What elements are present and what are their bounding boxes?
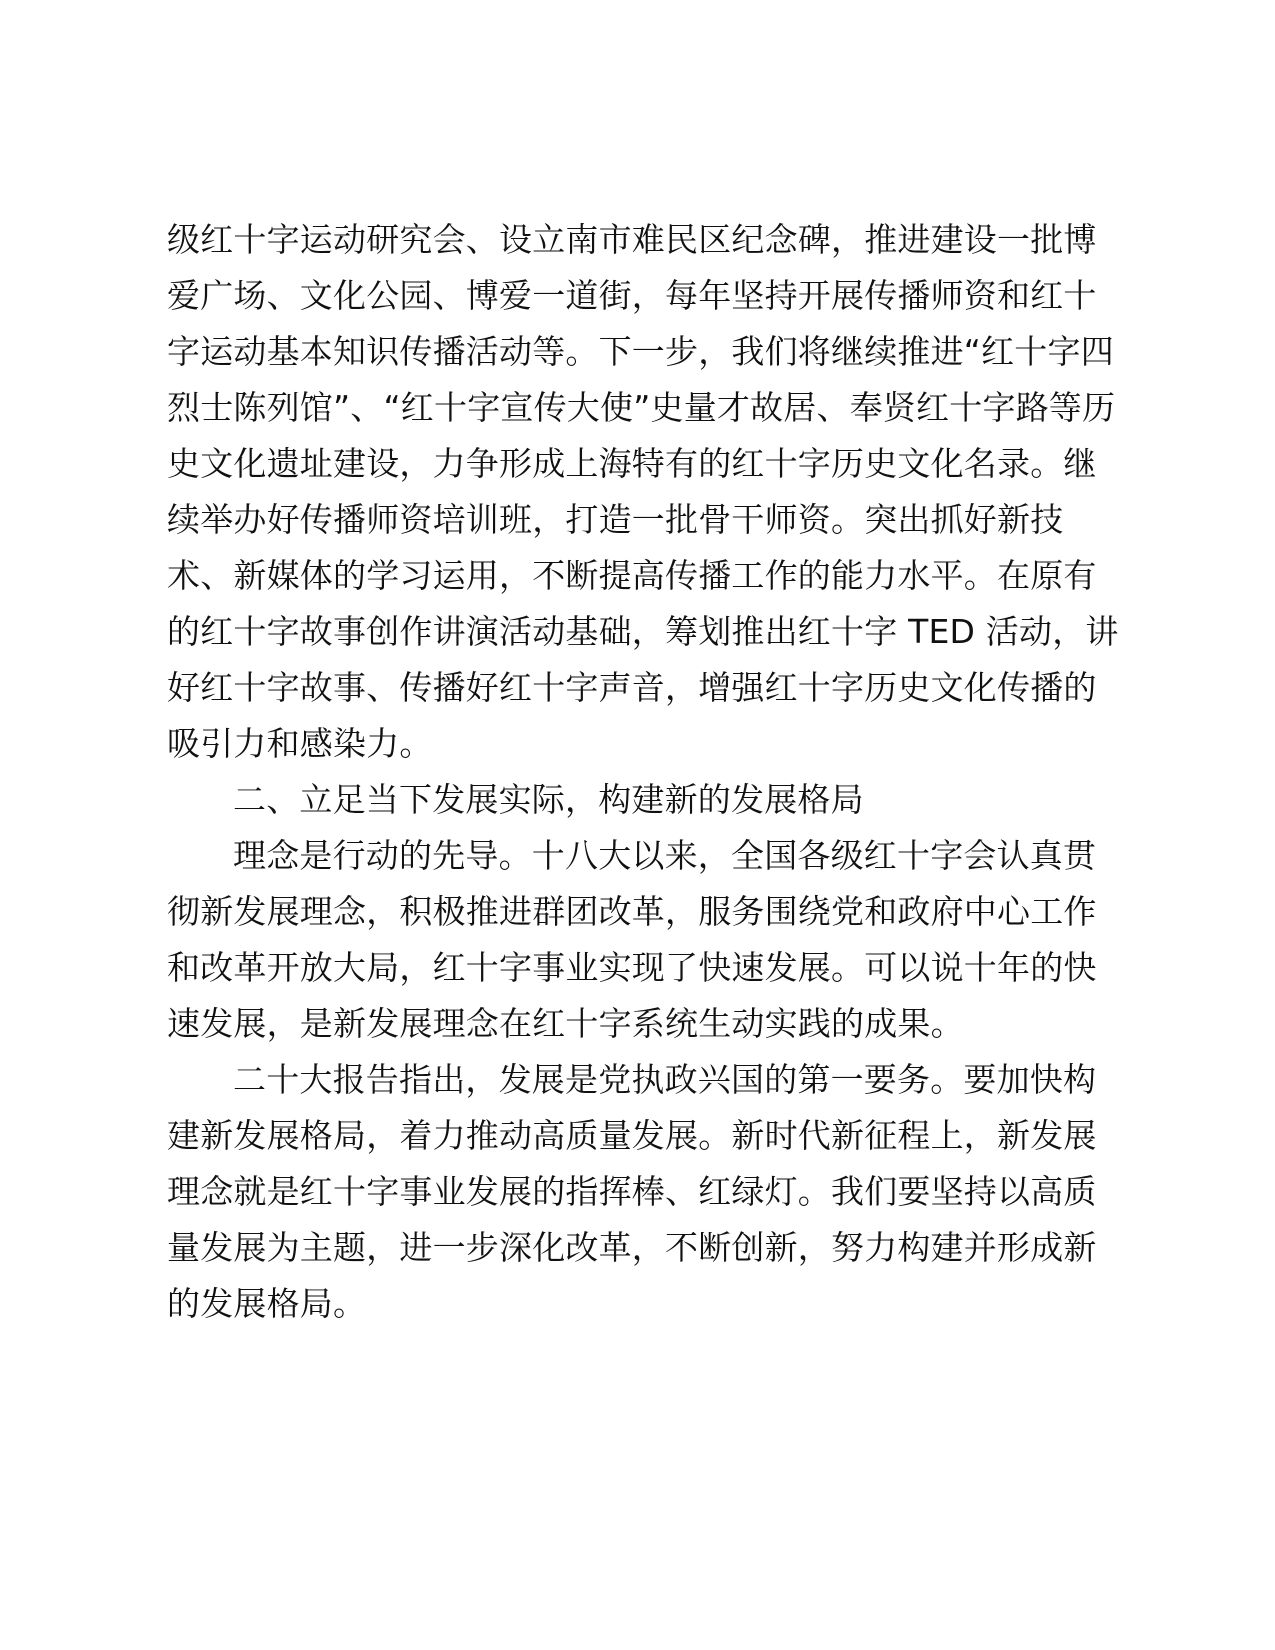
section-heading: 二、立足当下发展实际，构建新的发展格局 — [233, 780, 864, 819]
text-line: 和改革开放大局，红十字事业实现了快速发展。可以说十年的快 — [167, 948, 1097, 987]
text-line: 级红十字运动研究会、设立南市难民区纪念碑，推进建设一批博 — [167, 220, 1097, 259]
text-line: 理念是行动的先导。十八大以来，全国各级红十字会认真贯 — [233, 836, 1097, 875]
text-line: 字运动基本知识传播活动等。下一步，我们将继续推进“红十字四 — [167, 332, 1114, 371]
text-line: 量发展为主题，进一步深化改革，不断创新，努力构建并形成新 — [167, 1228, 1097, 1267]
text-line: 彻新发展理念，积极推进群团改革，服务围绕党和政府中心工作 — [167, 892, 1097, 931]
text-line: 建新发展格局，着力推动高质量发展。新时代新征程上，新发展 — [167, 1116, 1097, 1155]
text-line: 好红十字故事、传播好红十字声音，增强红十字历史文化传播的 — [167, 668, 1097, 707]
text-line: 吸引力和感染力。 — [167, 724, 433, 763]
text-line: 术、新媒体的学习运用，不断提高传播工作的能力水平。在原有 — [167, 556, 1097, 595]
text-line: 续举办好传播师资培训班，打造一批骨干师资。突出抓好新技 — [167, 500, 1064, 539]
text-line: 速发展，是新发展理念在红十字系统生动实践的成果。 — [167, 1004, 964, 1043]
text-line: 二十大报告指出，发展是党执政兴国的第一要务。要加快构 — [233, 1060, 1097, 1099]
text-line: 理念就是红十字事业发展的指挥棒、红绿灯。我们要坚持以高质 — [167, 1172, 1097, 1211]
text-line: 爱广场、文化公园、博爱一道街，每年坚持开展传播师资和红十 — [167, 276, 1097, 315]
text-line: 的发展格局。 — [167, 1284, 367, 1323]
text-line: 的红十字故事创作讲演活动基础，筹划推出红十字 TED 活动，讲 — [167, 612, 1119, 651]
text-line: 史文化遗址建设，力争形成上海特有的红十字历史文化名录。继 — [167, 444, 1097, 483]
text-line: 烈士陈列馆”、“红十字宣传大使”史量才故居、奉贤红十字路等历 — [167, 388, 1116, 427]
